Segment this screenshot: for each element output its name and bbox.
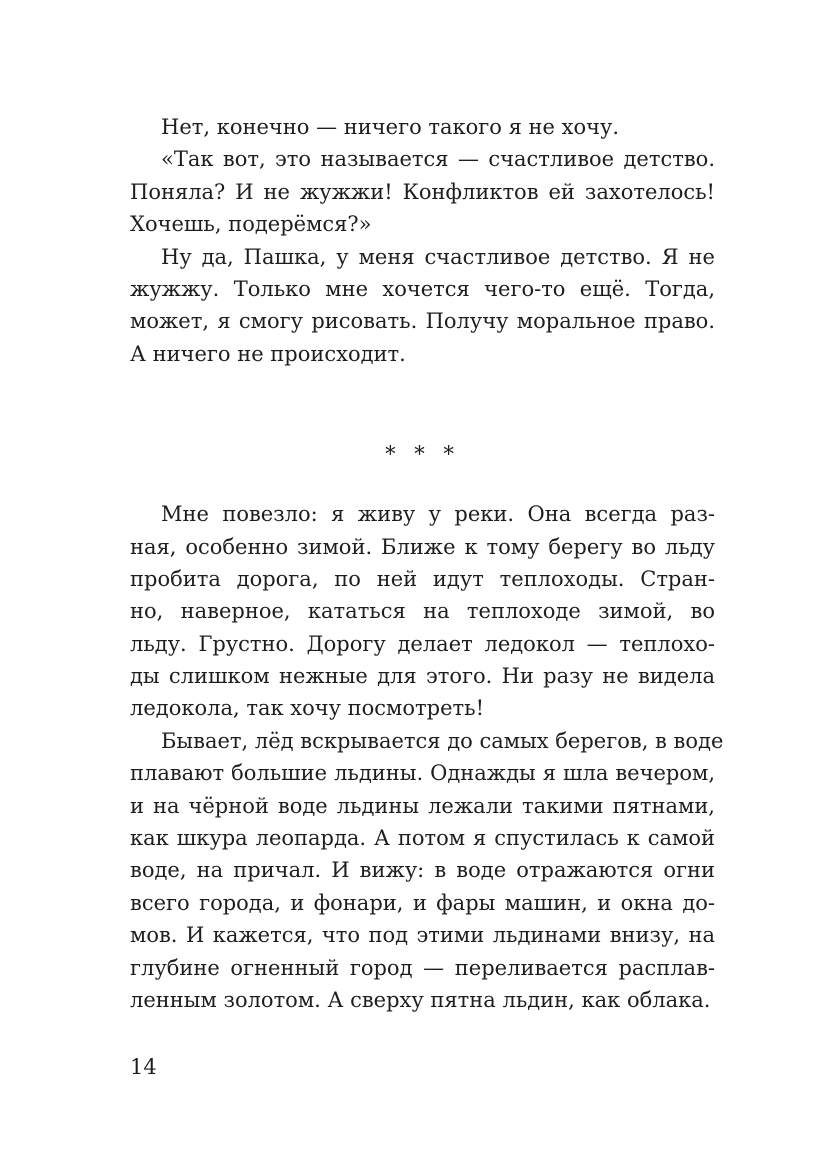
- text-line: Нет, конечно — ничего такого я не хочу.: [161, 115, 620, 139]
- text-line: как шкура леопарда. А потом я спустилась к самой: [130, 826, 715, 851]
- paragraph: [130, 111, 715, 143]
- text-line: и на чёрной воде льдины лежали такими пятнами,: [130, 793, 715, 818]
- text-line: ледокола, так хочу посмотреть!: [130, 696, 485, 721]
- text-line: «Так вот, это называется — счастливое детство.: [161, 147, 715, 172]
- text-line: но, наверное, кататься на теплоходе зимой, во: [130, 599, 715, 624]
- text-line: Бывает, лёд вскрывается до самых берегов, в воде: [161, 728, 724, 753]
- paragraph: [130, 498, 715, 725]
- paragraph: [130, 241, 715, 371]
- text-line: всего города, и фонари, и фары машин, и окна до-: [130, 890, 715, 915]
- section-separator: * * *: [385, 442, 460, 467]
- paragraph: [130, 143, 715, 240]
- text-line: пробита дорога, по ней идут теплоходы. Стран-: [130, 566, 715, 591]
- paragraph: [130, 725, 724, 1017]
- text-line: Мне повезло: я живу у реки. Она всегда раз-: [161, 502, 715, 527]
- text-line: воде, на причал. И вижу: в воде отражаются огни: [130, 858, 715, 883]
- page-number: 14: [130, 1055, 157, 1079]
- text-line: ды слишком нежные для этого. Ни разу не видела: [130, 664, 715, 689]
- text-line: Ну да, Пашка, у меня счастливое детство. Я не: [161, 244, 715, 269]
- text-line: плавают большие льдины. Однажды я шла вечером,: [130, 761, 715, 786]
- text-line: Поняла? И не жужжи! Конфликтов ей захотелось!: [130, 179, 715, 204]
- text-line: жужжу. Только мне хочется чего-то ещё. Тогда,: [130, 276, 715, 301]
- text-line: мов. И кажется, что под этими льдинами внизу, на: [130, 923, 715, 948]
- text-line: может, я смогу рисовать. Получу моральное право.: [130, 309, 715, 334]
- text-line: глубине огненный город — переливается расплав-: [130, 955, 715, 980]
- text-line: ленным золотом. А сверху пятна льдин, как облака.: [130, 987, 711, 1012]
- text-line: ная, особенно зимой. Ближе к тому берегу во льду: [130, 534, 715, 559]
- text-line: Хочешь, подерёмся?»: [130, 212, 372, 237]
- text-line: А ничего не происходит.: [130, 341, 406, 366]
- page-body: [130, 111, 724, 1016]
- text-line: льду. Грустно. Дорогу делает ледокол — теплохо-: [130, 631, 715, 656]
